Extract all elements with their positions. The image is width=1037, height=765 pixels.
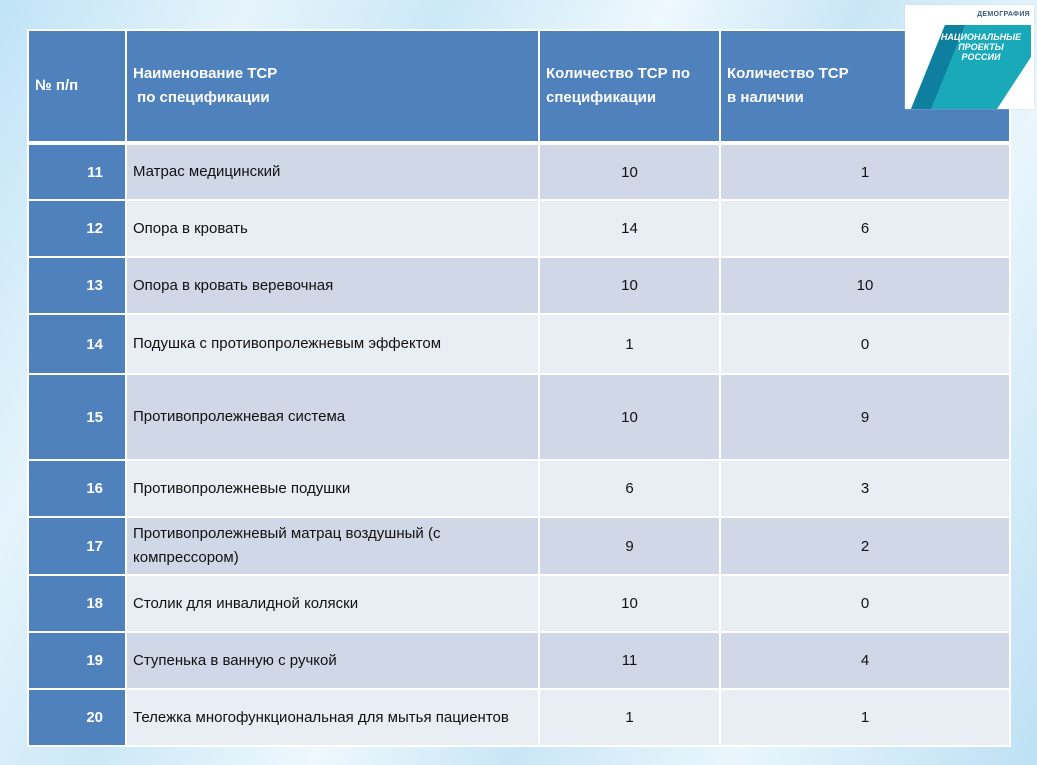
row-name: Матрас медицинский bbox=[126, 143, 539, 200]
row-name: Столик для инвалидной коляски bbox=[126, 575, 539, 632]
table-row bbox=[28, 143, 1010, 200]
header-available-count: Количество ТСР в наличии bbox=[720, 30, 1010, 143]
row-spec: 10 bbox=[539, 575, 720, 632]
table-row bbox=[28, 632, 1010, 689]
tsr-table bbox=[27, 29, 1011, 747]
row-name: Опора в кровать веревочная bbox=[126, 257, 539, 314]
row-spec: 1 bbox=[539, 314, 720, 374]
row-avail: 4 bbox=[720, 632, 1010, 689]
row-spec: 9 bbox=[539, 517, 720, 575]
header-name: Наименование ТСР по спецификации bbox=[126, 30, 539, 143]
row-avail: 3 bbox=[720, 460, 1010, 517]
row-avail: 10 bbox=[720, 257, 1010, 314]
row-num: 18 bbox=[28, 575, 126, 632]
row-name: Противопролежневый матрац воздушный (с компрессором) bbox=[126, 517, 539, 575]
row-name: Противопролежневая система bbox=[126, 374, 539, 460]
row-spec: 10 bbox=[539, 374, 720, 460]
logo-line-2: ПРОЕКТЫ bbox=[958, 42, 1004, 52]
row-avail: 6 bbox=[720, 200, 1010, 257]
row-spec: 6 bbox=[539, 460, 720, 517]
row-num: 14 bbox=[28, 314, 126, 374]
row-num: 15 bbox=[28, 374, 126, 460]
row-name: Подушка с противопролежневым эффектом bbox=[126, 314, 539, 374]
row-avail: 9 bbox=[720, 374, 1010, 460]
logo-top-text: ДЕМОГРАФИЯ bbox=[977, 11, 1030, 18]
tsr-table-container bbox=[27, 29, 1009, 747]
row-spec: 10 bbox=[539, 257, 720, 314]
table-header-row bbox=[28, 30, 1010, 143]
table-row bbox=[28, 257, 1010, 314]
row-name: Противопролежневые подушки bbox=[126, 460, 539, 517]
row-name: Тележка многофункциональная для мытья пациентов bbox=[126, 689, 539, 746]
row-num: 11 bbox=[28, 143, 126, 200]
row-avail: 0 bbox=[720, 575, 1010, 632]
table-row bbox=[28, 517, 1010, 575]
header-num: № п/п bbox=[28, 30, 126, 143]
logo-line-3: РОССИИ bbox=[961, 52, 1001, 62]
row-avail: 1 bbox=[720, 143, 1010, 200]
table-row bbox=[28, 575, 1010, 632]
logo-main-text bbox=[939, 32, 1023, 62]
table-row bbox=[28, 200, 1010, 257]
row-num: 17 bbox=[28, 517, 126, 575]
logo-line-1: НАЦИОНАЛЬНЫЕ bbox=[940, 32, 1022, 42]
row-num: 13 bbox=[28, 257, 126, 314]
national-projects-logo bbox=[905, 5, 1034, 109]
row-num: 20 bbox=[28, 689, 126, 746]
row-spec: 14 bbox=[539, 200, 720, 257]
row-spec: 10 bbox=[539, 143, 720, 200]
header-spec-count: Количество ТСР по спецификации bbox=[539, 30, 720, 143]
row-name: Ступенька в ванную с ручкой bbox=[126, 632, 539, 689]
row-num: 12 bbox=[28, 200, 126, 257]
table-row bbox=[28, 314, 1010, 374]
row-num: 16 bbox=[28, 460, 126, 517]
table-row bbox=[28, 689, 1010, 746]
row-avail: 0 bbox=[720, 314, 1010, 374]
row-spec: 11 bbox=[539, 632, 720, 689]
row-num: 19 bbox=[28, 632, 126, 689]
table-row bbox=[28, 374, 1010, 460]
row-name: Опора в кровать bbox=[126, 200, 539, 257]
row-spec: 1 bbox=[539, 689, 720, 746]
table-row bbox=[28, 460, 1010, 517]
row-avail: 2 bbox=[720, 517, 1010, 575]
row-avail: 1 bbox=[720, 689, 1010, 746]
